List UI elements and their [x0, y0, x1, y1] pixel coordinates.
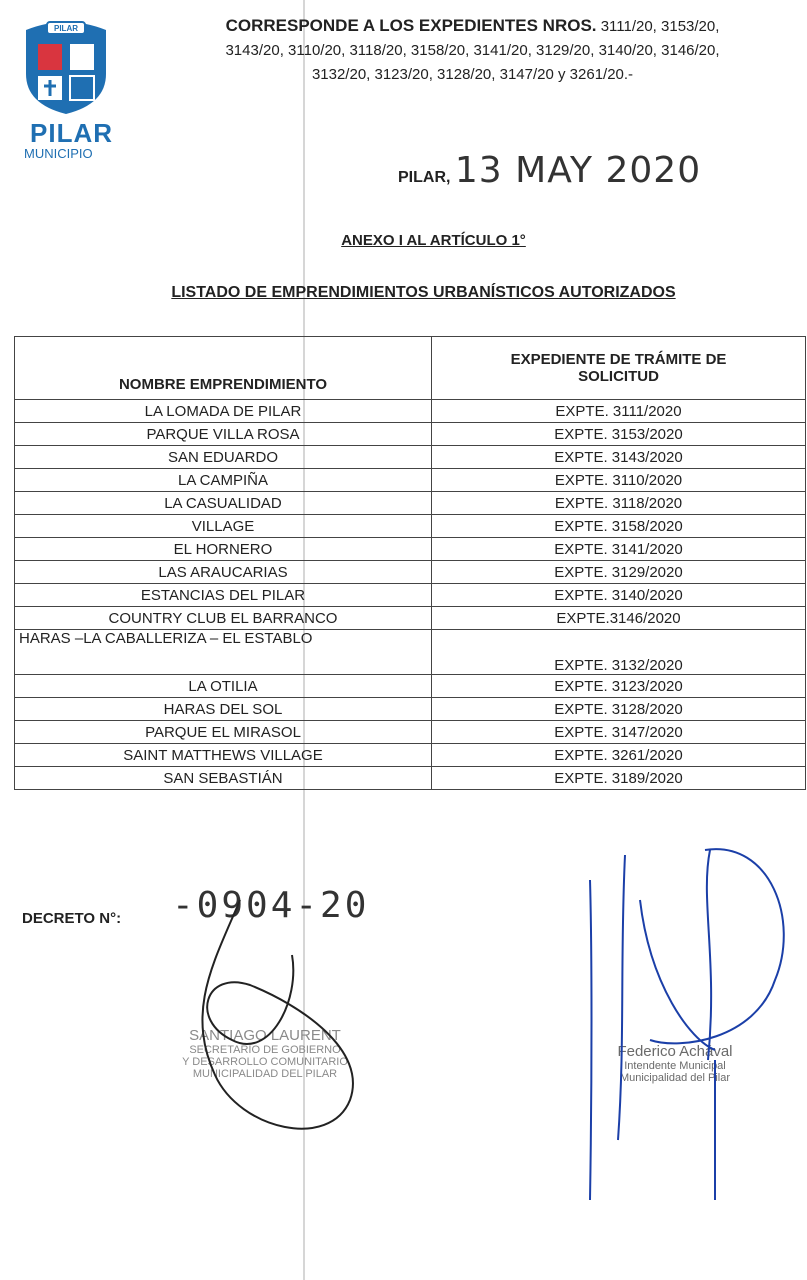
row-name: EL HORNERO: [15, 538, 432, 561]
row-name: HARAS DEL SOL: [15, 698, 432, 721]
signatory-left-title-3: MUNICIPALIDAD DEL PILAR: [192, 1068, 338, 1080]
signature-left-icon: [202, 900, 353, 1129]
header-lead: CORRESPONDE A LOS EXPEDIENTES NROS.: [225, 16, 597, 35]
row-name: SAINT MATTHEWS VILLAGE: [15, 744, 432, 767]
signatory-right-name: Federico Achával: [617, 1043, 733, 1060]
row-name: PARQUE EL MIRASOL: [15, 721, 432, 744]
header-line-3: 3132/20, 3123/20, 3128/20, 3147/20 y 3261/20.-: [311, 66, 634, 83]
row-name: LA LOMADA DE PILAR: [15, 400, 432, 423]
signatory-right-title-2: Municipalidad del Pilar: [619, 1072, 731, 1084]
row-name: LA CAMPIÑA: [15, 469, 432, 492]
column-header-expediente-line-1: EXPEDIENTE DE TRÁMITE DE: [510, 351, 727, 368]
row-expediente: EXPTE. 3118/2020: [432, 492, 806, 515]
row-expediente: EXPTE. 3128/2020: [432, 698, 806, 721]
row-expediente: EXPTE. 3132/2020: [432, 630, 806, 675]
row-name: COUNTRY CLUB EL BARRANCO: [15, 607, 432, 630]
row-expediente: EXPTE. 3147/2020: [432, 721, 806, 744]
column-header-expediente-line-2: SOLICITUD: [578, 368, 659, 385]
row-name: ESTANCIAS DEL PILAR: [15, 584, 432, 607]
row-expediente: EXPTE. 3111/2020: [432, 400, 806, 423]
logo-subtitle: MUNICIPIO: [24, 146, 93, 161]
row-expediente: EXPTE. 3158/2020: [432, 515, 806, 538]
list-title: LISTADO DE EMPRENDIMIENTOS URBANÍSTICOS AUTORIZADOS: [171, 284, 676, 301]
signature-right-icon: [590, 849, 784, 1200]
row-expediente: EXPTE. 3153/2020: [432, 423, 806, 446]
logo-name: PILAR: [30, 118, 113, 148]
row-expediente: EXPTE. 3189/2020: [432, 767, 806, 790]
row-name: LA CASUALIDAD: [15, 492, 432, 515]
row-name: PARQUE VILLA ROSA: [15, 423, 432, 446]
row-expediente: EXPTE. 3140/2020: [432, 584, 806, 607]
row-expediente: EXPTE.3146/2020: [432, 607, 806, 630]
row-name: SAN EDUARDO: [15, 446, 432, 469]
header-line-1-numbers: 3111/20, 3153/20,: [600, 18, 720, 35]
signatory-left-name: SANTIAGO LAURENT: [189, 1027, 341, 1044]
row-expediente: EXPTE. 3143/2020: [432, 446, 806, 469]
row-expediente: EXPTE. 3129/2020: [432, 561, 806, 584]
decreto-label: DECRETO N°:: [22, 910, 122, 927]
logo-badge-text: PILAR: [54, 24, 78, 33]
decreto-number: -0904-20: [172, 885, 370, 926]
row-expediente: EXPTE. 3110/2020: [432, 469, 806, 492]
date-place: PILAR,: [398, 169, 451, 186]
row-name: LA OTILIA: [15, 675, 432, 698]
row-name: LAS ARAUCARIAS: [15, 561, 432, 584]
date-stamp: 13 MAY 2020: [454, 150, 702, 191]
row-expediente: EXPTE. 3123/2020: [432, 675, 806, 698]
header-line-2: 3143/20, 3110/20, 3118/20, 3158/20, 3141/20, 3129/20, 3140/20, 3146/20,: [225, 42, 720, 59]
column-header-name: NOMBRE EMPRENDIMIENTO: [15, 337, 432, 400]
signatory-right-title-1: Intendente Municipal: [624, 1060, 726, 1072]
row-expediente: EXPTE. 3261/2020: [432, 744, 806, 767]
row-name: VILLAGE: [15, 515, 432, 538]
signatory-left-title-1: SECRETARIO DE GOBIERNO: [189, 1044, 341, 1056]
row-name: HARAS –LA CABALLERIZA – EL ESTABLO: [15, 630, 432, 675]
signatory-left-title-2: Y DESARROLLO COMUNITARIO: [182, 1056, 348, 1068]
row-name: SAN SEBASTIÁN: [15, 767, 432, 790]
row-expediente: EXPTE. 3141/2020: [432, 538, 806, 561]
anexo-title: ANEXO I AL ARTÍCULO 1°: [341, 232, 526, 249]
